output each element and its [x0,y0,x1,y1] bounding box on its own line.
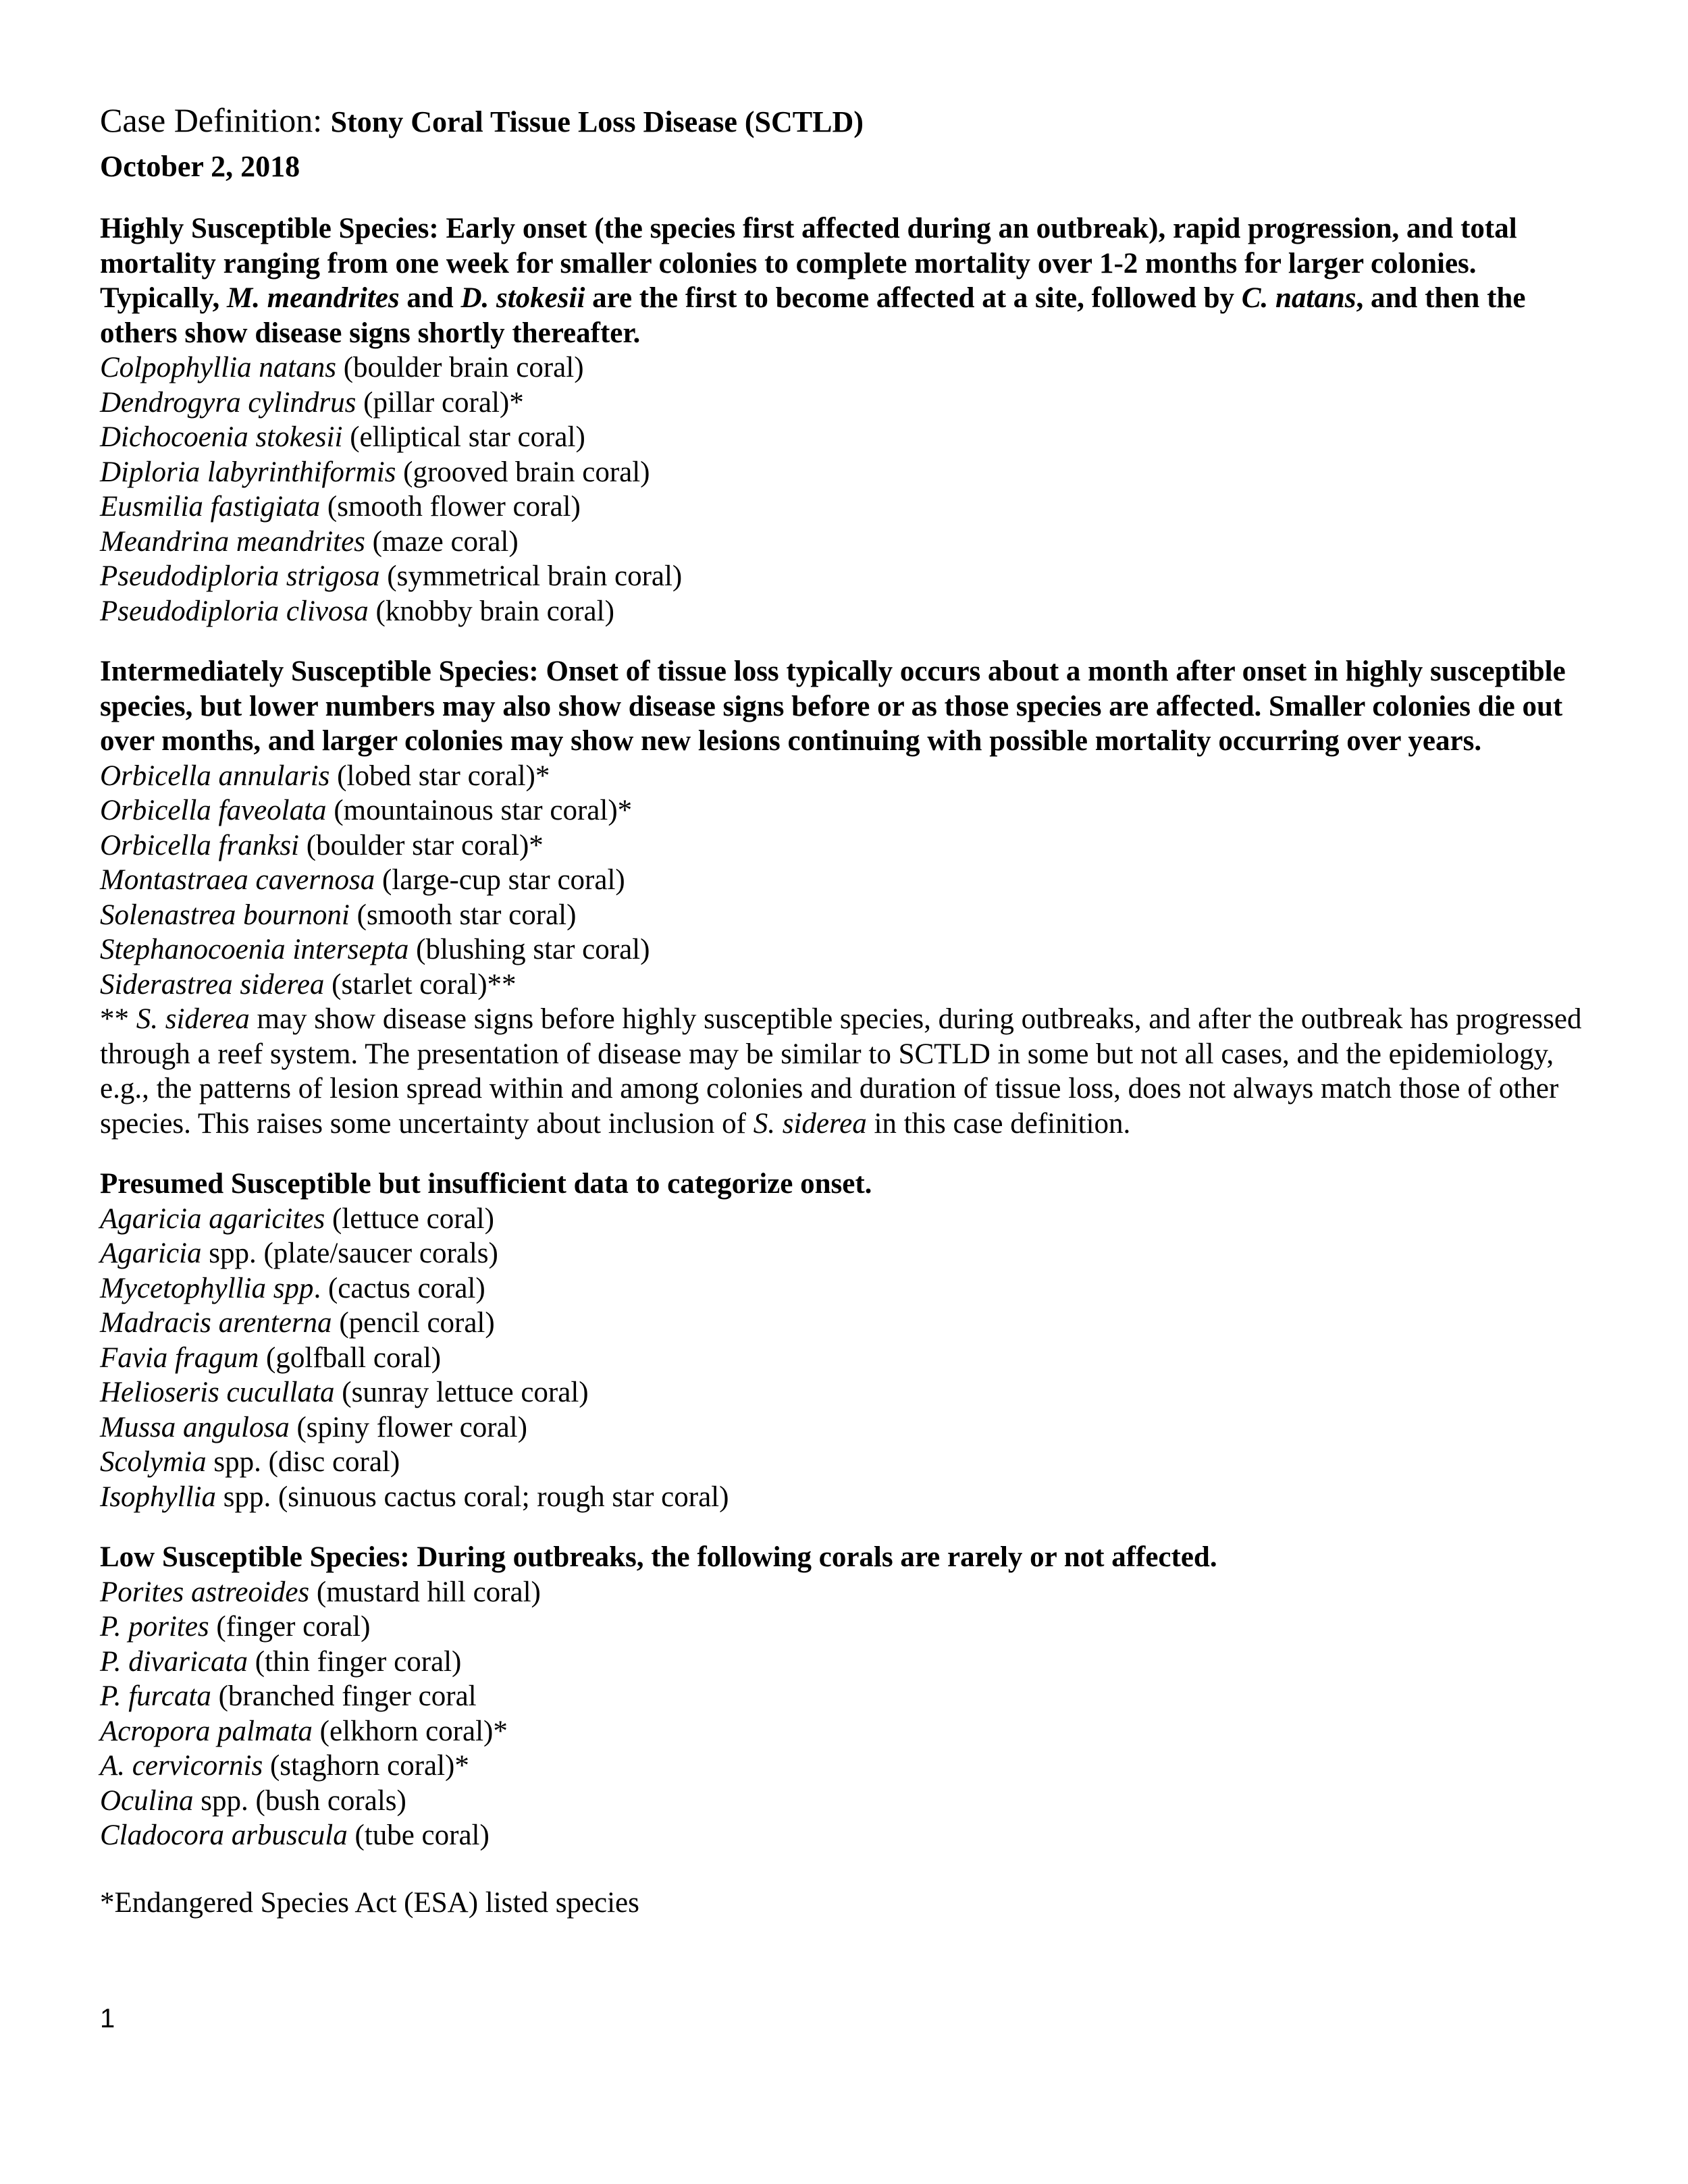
species-list-highly [100,350,1599,629]
page-title [100,101,1599,148]
list-item: Porites astreoides (mustard hill coral) [100,1576,541,1608]
list-item: Dendrogyra cylindrus (pillar coral)* [100,386,524,419]
document-date: October 2, 2018 [100,150,300,183]
list-item: Pseudodiploria strigosa (symmetrical brain coral) [100,560,683,592]
list-item: Madracis arenterna (pencil coral) [100,1307,495,1339]
page-number: 1 [100,2004,115,2033]
list-item: Orbicella faveolata (mountainous star coral)* [100,795,633,826]
list-item: Meandrina meandrites (maze coral) [100,525,519,558]
title-disease-name: Stony Coral Tissue Loss Disease (SCTLD) [330,105,864,138]
title-lead: Case Definition: [100,101,331,139]
list-item: P. divaricata (thin finger coral) [100,1645,462,1678]
list-item: Eusmilia fastigiata (smooth flower coral) [100,491,581,523]
species-list-intermediate [100,759,1599,1003]
list-item: P. furcata (branched finger coral [100,1680,477,1712]
section-presumed-susceptible [100,1167,1599,1514]
list-item: P. porites (finger coral) [100,1611,371,1643]
list-item: Solenastrea bournoni (smooth star coral) [100,899,577,931]
section-heading-low-susceptible: Low Susceptible Species: During outbreaks, the following corals are rarely or not affected. [100,1541,1217,1573]
list-item: A. cervicornis (staghorn coral)* [100,1750,469,1782]
list-item: Helioseris cucullata (sunray lettuce coral) [100,1377,589,1408]
esa-footnote: *Endangered Species Act (ESA) listed species [100,1886,639,1919]
list-item: Mussa angulosa (spiny flower coral) [100,1411,527,1443]
siderea-note: ** S. siderea may show disease signs before highly susceptible species, during outbreaks, and after the outbreak has progressed through a reef system. The presentation of disease may be similar to SCTLD in some but not all cases, and the epidemiology, e.g., the patterns of lesion spread within and among colonies and duration of tissue loss, does not always match those of other species. This raises some uncertainty about inclusion of S. siderea in this case definition. [100,1003,1582,1140]
species-list-low [100,1575,1599,1853]
list-item: Pseudodiploria clivosa (knobby brain coral) [100,595,614,627]
section-heading-highly-susceptible: Highly Susceptible Species: Early onset (the species first affected during an outbreak), rapid progression, and total mortality ranging from one week for smaller colonies to complete mortality over 1-2 months for larger colonies. Typically, M. meandrites and D. stokesii are the first to become affected at a site, followed by C. natans, and then the others show disease signs shortly thereafter. [100,213,1526,349]
section-low-susceptible [100,1540,1599,1853]
list-item: Dichocoenia stokesii (elliptical star coral) [100,421,585,453]
section-intermediately-susceptible [100,654,1599,1141]
list-item: Acropora palmata (elkhorn coral)* [100,1715,508,1747]
list-item: Mycetophyllia spp. (cactus coral) [100,1272,485,1304]
list-item: Diploria labyrinthiformis (grooved brain coral) [100,456,650,488]
list-item: Orbicella franksi (boulder star coral)* [100,829,544,861]
list-item: Scolymia spp. (disc coral) [100,1446,400,1478]
list-item: Siderastrea siderea (starlet coral)** [100,968,517,1001]
list-item: Agaricia spp. (plate/saucer corals) [100,1237,498,1269]
list-item: Isophyllia spp. (sinuous cactus coral; rough star coral) [100,1481,729,1513]
list-item: Orbicella annularis (lobed star coral)* [100,760,550,792]
list-item: Montastraea cavernosa (large-cup star coral) [100,864,625,896]
species-list-presumed [100,1202,1599,1515]
list-item: Cladocora arbuscula (tube coral) [100,1819,490,1851]
list-item: Favia fragum (golfball coral) [100,1341,442,1374]
list-item: Agaricia agaricites (lettuce coral) [100,1202,494,1235]
section-heading-intermediately-susceptible: Intermediately Susceptible Species: Onset of tissue loss typically occurs about a month after onset in highly susceptible species, but lower numbers may also show disease signs before or as those species are affected. Smaller colonies die out over months, and larger colonies may show new lesions continuing with possible mortality occurring over years. [100,656,1566,757]
list-item: Stephanocoenia intersepta (blushing star coral) [100,934,650,965]
section-highly-susceptible [100,211,1599,629]
section-heading-presumed-susceptible: Presumed Susceptible but insufficient data to categorize onset. [100,1168,872,1200]
list-item: Oculina spp. (bush corals) [100,1784,406,1817]
document-page [100,101,1599,1920]
list-item: Colpophyllia natans (boulder brain coral) [100,352,584,383]
